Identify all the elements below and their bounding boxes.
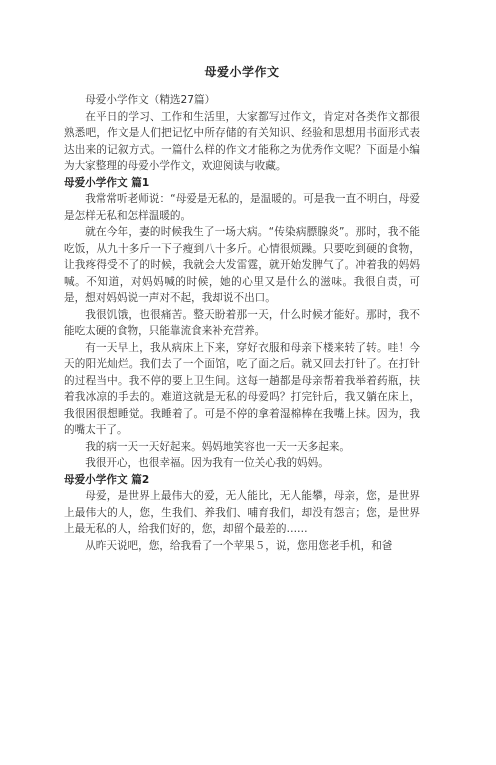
paragraph: 我常常听老师说：“母爱是无私的，是温暖的。可是我一直不明白，母爱是怎样无私和怎样温暖的。 [64, 193, 420, 222]
paragraph: 在平日的学习、工作和生活里，大家都写过作文，肯定对各类作文都很熟悉吧，作文是人们把记忆中所存储的有关知识、经验和思想用书面形式表达出来的记叙方式。一篇什么样的作文才能称之为优秀作文呢？下面是小编为大家整理的母爱小学作文，欢迎阅读与收藏。 [64, 110, 420, 172]
paragraph: 母爱，是世界上最伟大的爱，无人能比，无人能攀，母亲，您，是世界上最伟大的人，您，生我们、养我们、哺育我们，却没有怨言；您，是世界上最无私的人，给我们好的，您，却留个最差的…… [64, 490, 420, 535]
paragraph: 我的病一天一天好起来。妈妈地笑容也一天一天多起来。 [85, 440, 351, 453]
paragraph: 我很饥饿，也很痛苦。整天盼着那一天，什么时候才能好。那时，我不能吃太硬的食物，只能靠流食来补充营养。 [64, 308, 420, 337]
page-title: 母爱小学作文 [204, 65, 280, 79]
document-body [64, 92, 420, 554]
section-heading: 母爱小学作文 篇1 [64, 176, 150, 189]
paragraph: 从昨天说吧，您，给我看了一个苹果５，说，您用您老手机，和爸 [85, 539, 393, 552]
paragraph: 母爱小学作文（精选27篇） [85, 94, 216, 106]
document-page [0, 63, 496, 765]
paragraph: 就在今年，妻的时候我生了一场大病。“传染病膘腺炎”。那时，我不能吃饭，从九十多斤一下子瘦到八十多斤。心情很烦躁。只要吃到硬的食物，让我疼得受不了的时候，我就会大发雷霆，就开始发脾气了。冲着我的妈妈喊。不知道，对妈妈喊的时候，她的心里又是什么的滋味。我很自责，可是，想对妈妈说一声对不起，我却说不出口。 [64, 226, 420, 304]
paragraph: 有一天早上，我从病床上下来，穿好衣服和母亲下楼来转了转。哇！今天的阳光灿烂。我们去了一个面馆，吃了面之后。就又回去打针了。在打针的过程当中。我不停的要上卫生间。这每一趟都是母亲帮着我举着药瓶，扶着我冰凉的手去的。难道这就是无私的母爱吗？打完针后，我又躺在床上，我很困很想睡觉。我睡着了。可是不停的拿着湿棉棒在我嘴上抹。因为，我的嘴太干了。 [64, 341, 420, 436]
paragraph: 我很开心，也很幸福。因为我有一位关心我的妈妈。 [85, 457, 329, 469]
section-heading: 母爱小学作文 篇2 [64, 473, 150, 486]
